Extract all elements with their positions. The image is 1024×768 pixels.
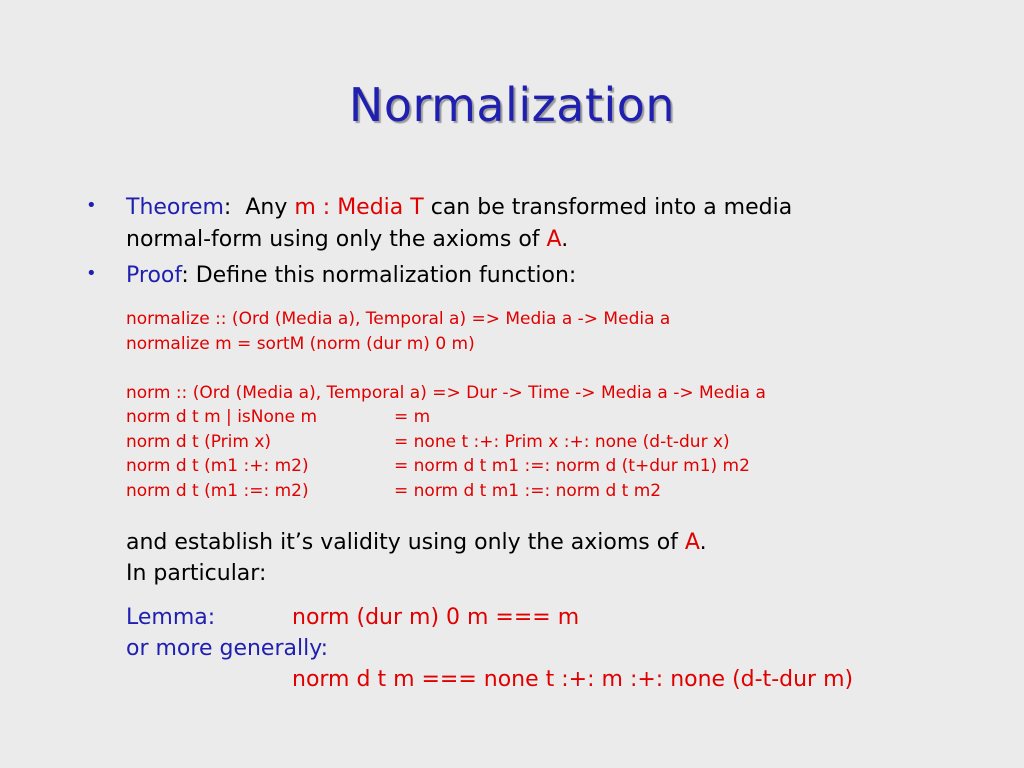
theorem-label: Theorem <box>126 195 224 220</box>
bullet-proof: Proof: Define this normalization function: <box>126 263 577 288</box>
lemma-block <box>126 605 986 698</box>
norm-rule-row: norm d t (m1 :+: m2) = norm d t m1 :=: norm d (t+dur m1) m2 <box>126 456 750 476</box>
slide-title: Normalization <box>348 78 676 132</box>
normalize-definition: normalize m = sortM (norm (dur m) 0 m) <box>126 333 475 354</box>
bullet-theorem <box>126 192 792 256</box>
norm-rule-row: norm d t (Prim x) = none t :+: Prim x :+: none (d-t-dur x) <box>126 431 730 452</box>
establish-text: and establish it’s validity using only the axioms of A. In particular: <box>126 530 707 586</box>
bullet-dot: • <box>86 263 97 284</box>
norm-rule-row: norm d t m | isNone m = m <box>126 407 431 427</box>
code-block <box>126 307 766 503</box>
lemma-equation: norm (dur m) 0 m === m <box>292 605 580 630</box>
general-equation: norm d t m === none t :+: m :+: none (d-t-dur m) <box>292 667 854 692</box>
more-generally-label: or more generally: <box>126 636 329 661</box>
m-var: m <box>294 195 316 220</box>
theorem-line-1: Theorem: Any m : Media T can be transformed into a media <box>126 195 793 220</box>
axioms-a: A <box>684 530 700 555</box>
lemma-label: Lemma: <box>126 605 216 630</box>
bullet-dot: • <box>86 195 97 216</box>
normalize-signature: normalize :: (Ord (Media a), Temporal a) => Media a -> Media a <box>126 309 671 329</box>
theorem-line-2: normal-form using only the axioms of A. <box>126 227 569 252</box>
code-spacer <box>126 356 766 381</box>
axioms-a: A <box>546 227 562 252</box>
norm-signature: norm :: (Ord (Media a), Temporal a) => Dur -> Time -> Media a -> Media a <box>126 382 766 403</box>
media-t: Media T <box>337 195 424 220</box>
norm-rule-row: norm d t (m1 :=: m2) = norm d t m1 :=: norm d t m2 <box>126 480 662 501</box>
proof-label: Proof <box>126 263 182 288</box>
